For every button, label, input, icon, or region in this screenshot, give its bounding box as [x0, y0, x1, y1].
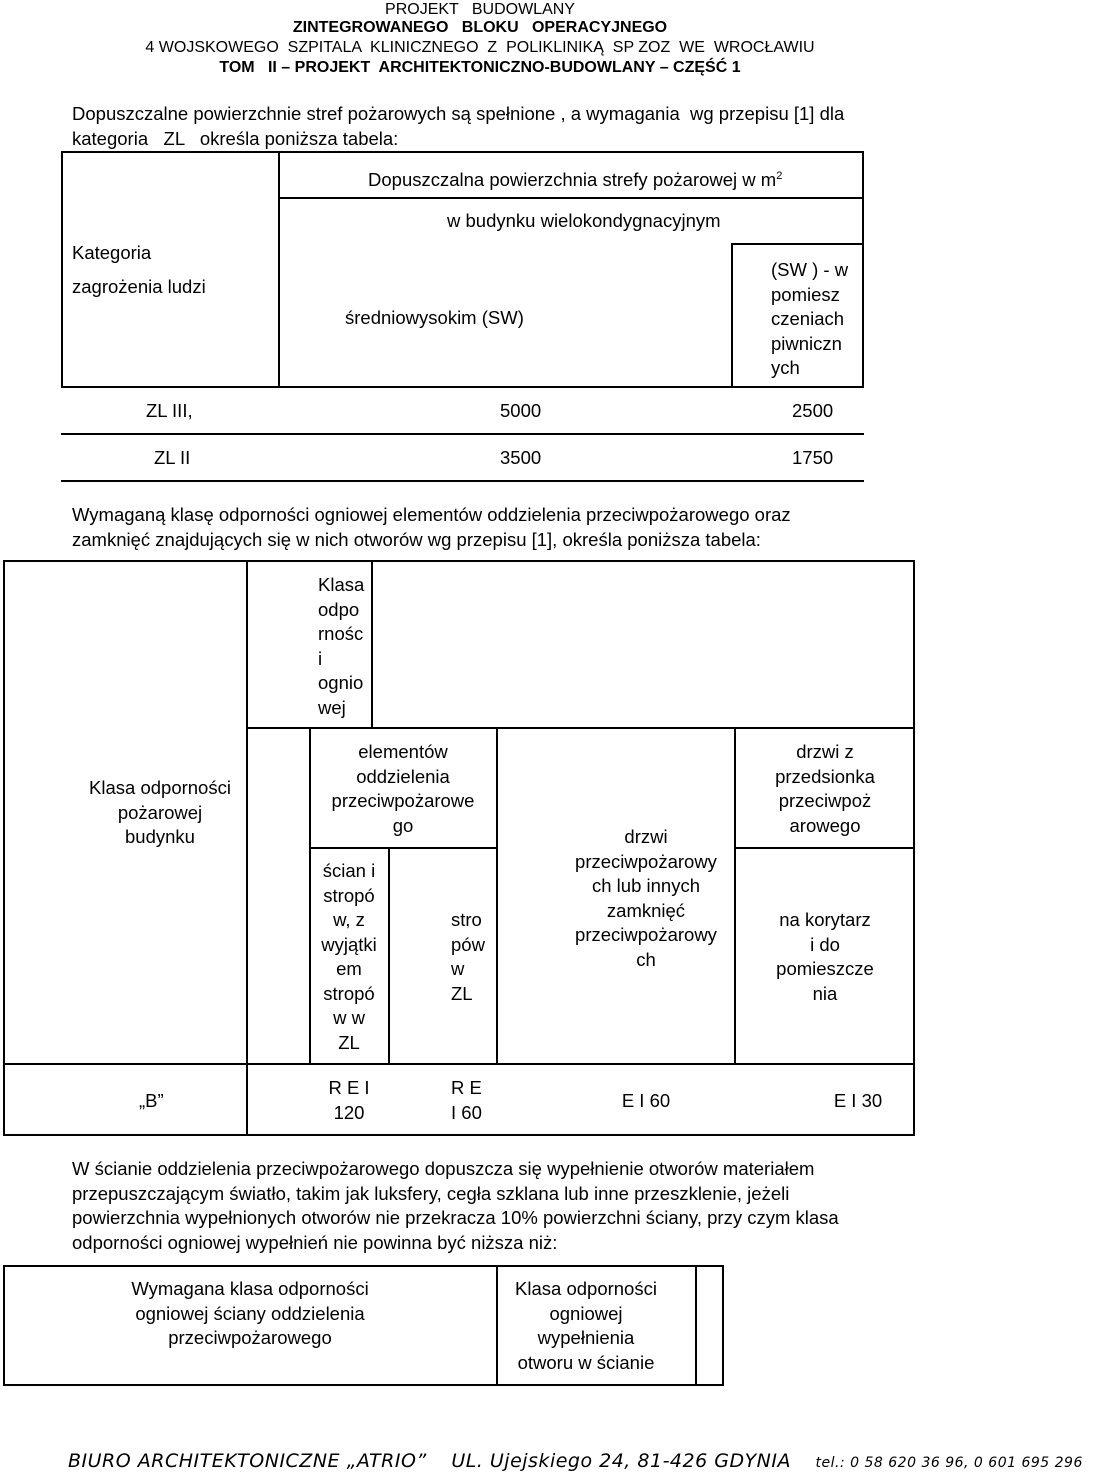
table1-basement-header — [771, 258, 871, 381]
doc-header-volume: TOM II – PROJEKT ARCHITEKTONICZNO-BUDOWLANY – CZĘŚĆ 1 — [219, 59, 741, 76]
cell-line: ych — [771, 357, 800, 378]
cell-line: pów — [451, 933, 485, 955]
table2-elements-header — [311, 740, 495, 838]
table2-corridor-header — [736, 908, 914, 1006]
row-doors-value: E I 60 — [621, 1090, 671, 1111]
table1-header-main — [368, 164, 848, 193]
cell-line: ogniowej ściany oddzielenia — [135, 1302, 365, 1324]
table1-sw-header: średniowysokim (SW) — [345, 307, 524, 328]
cell-line: wej — [318, 696, 346, 718]
cell-line: stropó — [323, 982, 375, 1004]
paragraph-line: W ścianie oddzielenia przeciwpożarowego dopuszcza się wypełnienie otworów materiałem — [72, 1158, 815, 1179]
cell-line: elementów — [358, 741, 448, 762]
doc-header-project-type: PROJEKT BUDOWLANY — [385, 1, 575, 18]
cell-line: Kategoria — [72, 242, 152, 263]
cell-line: czeniach — [771, 308, 845, 329]
cell-line: na korytarz — [779, 909, 871, 930]
table2-building-class-header — [5, 776, 315, 850]
cell-line: przeciwpożarowy — [575, 850, 717, 872]
paragraph-line: przepuszczającym światło, takim jak luksfery, cegła szklana lub inne przeszklenie, jeżeli — [72, 1182, 790, 1204]
table2-walls-header — [311, 859, 387, 1055]
doc-header-project-name: ZINTEGROWANEGO BLOKU OPERACYJNEGO — [292, 19, 668, 36]
cell-line: drzwi z — [796, 741, 854, 762]
table1-category-header — [72, 241, 272, 299]
cell-line: ch lub innych — [592, 875, 700, 896]
cell-line: stro — [451, 909, 482, 930]
cell-line: R E — [451, 1077, 482, 1098]
cell-line: nia — [812, 982, 838, 1004]
cell-line: w, z — [333, 909, 365, 930]
row-category: ZL II — [154, 447, 191, 468]
cell-line: Klasa — [318, 574, 365, 595]
table1-sub-header: w budynku wielokondygnacyjnym — [447, 210, 721, 231]
cell-line: pożarowej — [117, 801, 203, 823]
cell-line: przeciwpożarowy — [575, 924, 717, 945]
cell-line: ścian i — [322, 860, 376, 881]
table2-floors-header — [451, 908, 495, 1006]
cell-line: pomieszcze — [776, 958, 874, 979]
cell-line: budynku — [125, 826, 195, 847]
row-building-class: „B” — [139, 1090, 164, 1111]
cell-line: wyjątki — [321, 933, 377, 955]
cell-line: stropó — [323, 884, 375, 906]
superscript: 2 — [776, 170, 783, 182]
cell-line: i do — [810, 933, 840, 955]
cell-line: wypełnienia — [537, 1327, 635, 1348]
cell-line: pomiesz — [771, 283, 840, 305]
cell-line: przedsionka — [775, 765, 875, 787]
cell-line: zagrożenia ludzi — [72, 275, 206, 297]
paragraph-3 — [72, 1157, 952, 1255]
cell-line: w — [451, 958, 465, 979]
cell-line: zamknięć — [606, 899, 686, 921]
cell-line: oddzielenia — [356, 765, 450, 787]
cell-line: rnośc — [318, 623, 364, 644]
row-sw-value: 5000 — [500, 400, 542, 421]
row-walls-value — [311, 1076, 387, 1125]
cell-line: ogniowej — [549, 1302, 623, 1324]
cell-line: otworu w ścianie — [517, 1351, 655, 1373]
paragraph-2 — [72, 503, 952, 552]
footer-firm: BIURO ARCHITEKTONICZNE „ATRIO” — [68, 1450, 427, 1472]
row-basement-value: 1750 — [792, 447, 834, 468]
row-floors-value — [451, 1076, 495, 1125]
cell-line: go — [392, 814, 414, 836]
table2-vestibule-header — [736, 740, 914, 838]
cell-line: em — [336, 958, 362, 979]
paragraph-1 — [72, 102, 952, 151]
cell-line: przeciwpoż — [778, 790, 872, 811]
paragraph-line: kategoria ZL określa poniższa tabela: — [72, 127, 399, 149]
cell-line: Klasa odporności — [515, 1278, 657, 1299]
paragraph-line: odporności ogniowej wypełnień nie powinna być niższa niż: — [72, 1231, 558, 1253]
cell-line: ZL — [451, 982, 473, 1004]
cell-line: w w — [333, 1007, 365, 1028]
cell-line: ch — [636, 948, 656, 970]
row-corridor-value: E I 30 — [833, 1090, 883, 1111]
cell-line: przeciwpożarowe — [331, 790, 475, 811]
table3-wall-class-header — [50, 1277, 450, 1351]
cell-line: odpo — [318, 598, 360, 620]
cell-line: piwniczn — [771, 332, 842, 354]
row-category: ZL III, — [146, 400, 193, 421]
cell-line: i — [318, 647, 323, 669]
cell-line: Wymagana klasa odporności — [131, 1278, 369, 1299]
paragraph-line: Dopuszczalne powierzchnie stref pożarowych są spełnione , a wymagania wg przepisu [1] dla — [72, 103, 845, 124]
paragraph-line: powierzchnia wypełnionych otworów nie przekracza 10% powierzchni ściany, przy czym klasa — [72, 1207, 839, 1228]
paragraph-line: Wymaganą klasę odporności ogniowej elementów oddzielenia przeciwpożarowego oraz — [72, 504, 791, 525]
footer-phone: tel.: 0 58 620 36 96, 0 601 695 296 — [815, 1455, 1083, 1471]
footer-address: UL. Ujejskiego 24, 81-426 GDYNIA — [451, 1450, 791, 1472]
cell-line: Klasa odporności — [89, 777, 231, 798]
header-text: Dopuszczalna powierzchnia strefy pożarowej w m — [368, 169, 777, 191]
row-basement-value: 2500 — [792, 400, 834, 421]
cell-line: R E I — [328, 1077, 370, 1098]
cell-line: arowego — [789, 814, 861, 836]
row-sw-value: 3500 — [500, 447, 542, 468]
cell-line: drzwi — [624, 826, 668, 847]
doc-header-hospital: 4 WOJSKOWEGO SZPITALA KLINICZNEGO Z POLIKLINIKĄ SP ZOZ WE WROCŁAWIU — [145, 39, 815, 56]
table3-fill-class-header — [498, 1277, 674, 1375]
cell-line: ognio — [318, 672, 364, 693]
cell-line: I 60 — [451, 1101, 482, 1123]
doc-footer — [68, 1450, 1083, 1472]
cell-line: ZL — [338, 1031, 360, 1053]
cell-line: 120 — [333, 1101, 365, 1123]
paragraph-line: zamknięć znajdujących się w nich otworów wg przepisu [1], określa poniższa tabela: — [72, 528, 761, 550]
cell-line: przeciwpożarowego — [168, 1327, 332, 1348]
cell-line: (SW ) - w — [771, 259, 849, 280]
table2-class-header — [318, 573, 378, 720]
